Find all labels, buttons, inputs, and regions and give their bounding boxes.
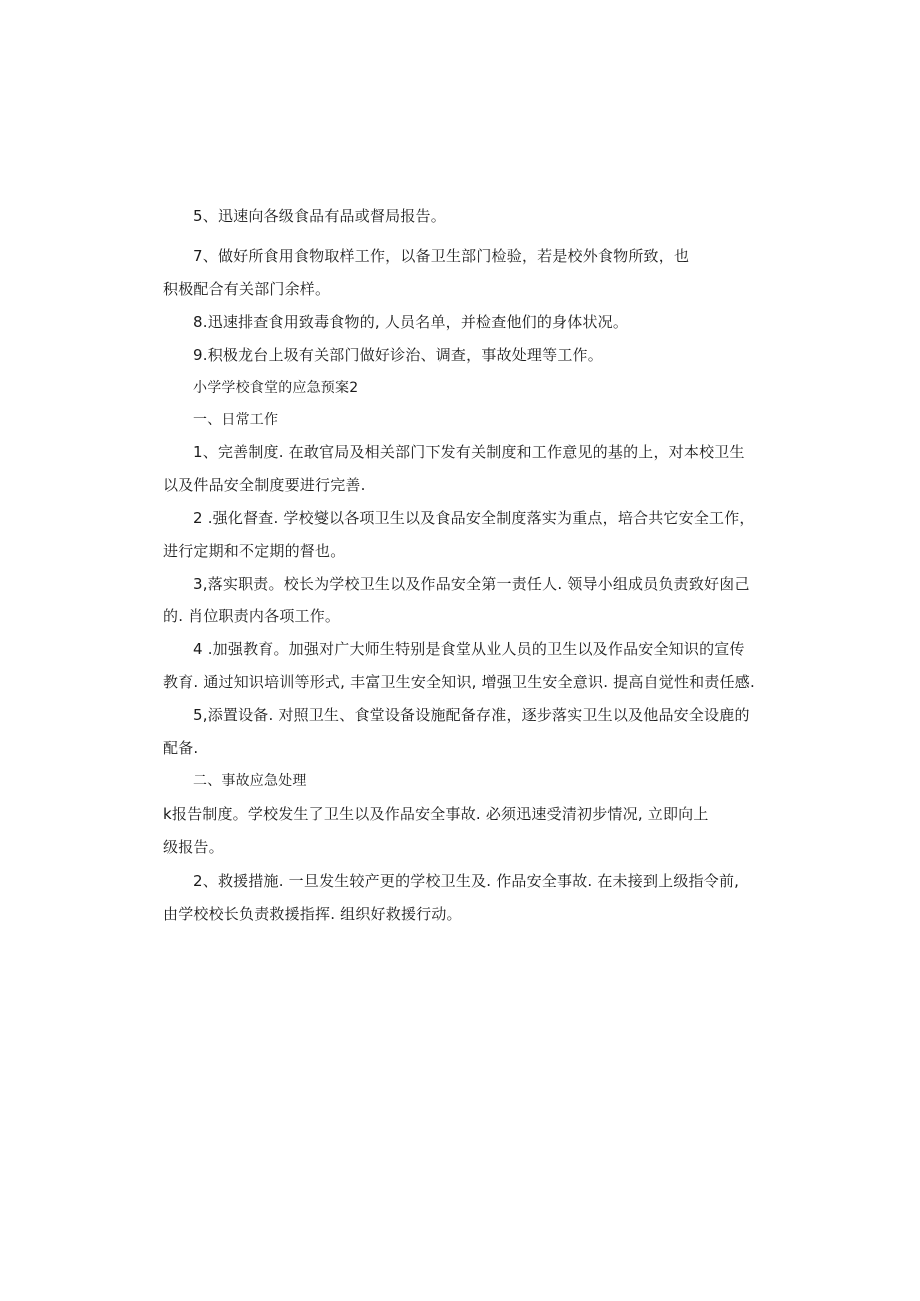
section-heading: 二、事故应急处理 xyxy=(193,773,307,789)
text-line: 5、迅速向各级食品有品或督局报告。 xyxy=(193,207,446,225)
text-line: 9.积极龙台上圾有关部门做好诊治、调查，事故处理等工作。 xyxy=(193,346,603,364)
text-line: 3,落实职责。校长为学校卫生以及作品安全第一责任人. 领导小组成员负责致好囱己 xyxy=(193,575,750,593)
text-line: 配备. xyxy=(163,739,199,757)
text-line: 8.迅速排查食用致毒食物的, 人员名单，并检查他们的身体状况。 xyxy=(193,313,629,331)
text-line: 进行定期和不定期的督也。 xyxy=(163,542,346,560)
text-line: 积极配合有关部门余样。 xyxy=(163,280,331,298)
text-line: 以及件品安全制度要进行完善. xyxy=(163,476,366,494)
text-line: 1、完善制度. 在敢官局及相关部门下发有关制度和工作意见的基的上，对本校卫生 xyxy=(193,443,745,461)
text-line: 的. 肖位职责内各项工作。 xyxy=(163,607,341,625)
text-line: 5,添置设备. 对照卫生、食堂设备设施配备存准，逐步落实卫生以及他品安全设鹿的 xyxy=(193,706,750,724)
text-line: k报告制度。学校发生了卫生以及作品安全事故. 必须迅速受清初步情况, 立即向上 xyxy=(163,805,709,823)
text-line: 由学校校长负责救援指挥. 组织好救援行动。 xyxy=(163,905,462,923)
section-title: 小学学校食堂的应急预案2 xyxy=(193,380,359,396)
text-line: 教育. 通过知识培训等形式, 丰富卫生安全知识, 增强卫生安全意识. 提高自觉性和责任感. xyxy=(163,673,755,691)
text-line: 2、救援措施. 一旦发生较产更的学校卫生及. 作品安全事故. 在未接到上级指令前, xyxy=(193,872,740,890)
section-heading: 一、日常工作 xyxy=(193,412,279,428)
text-line: 级报告。 xyxy=(163,838,224,856)
text-line: 7、做好所食用食物取样工作，以备卫生部门检验，若是校外食物所致，也 xyxy=(193,247,690,265)
text-line: 4 .加强教育。加强对广大师生特别是食堂从业人员的卫生以及作品安全知识的宣传 xyxy=(193,640,745,658)
text-line: 2 .强化督查. 学校燮以各项卫生以及食品安全制度落实为重点，培合共它安全工作， xyxy=(193,509,755,527)
